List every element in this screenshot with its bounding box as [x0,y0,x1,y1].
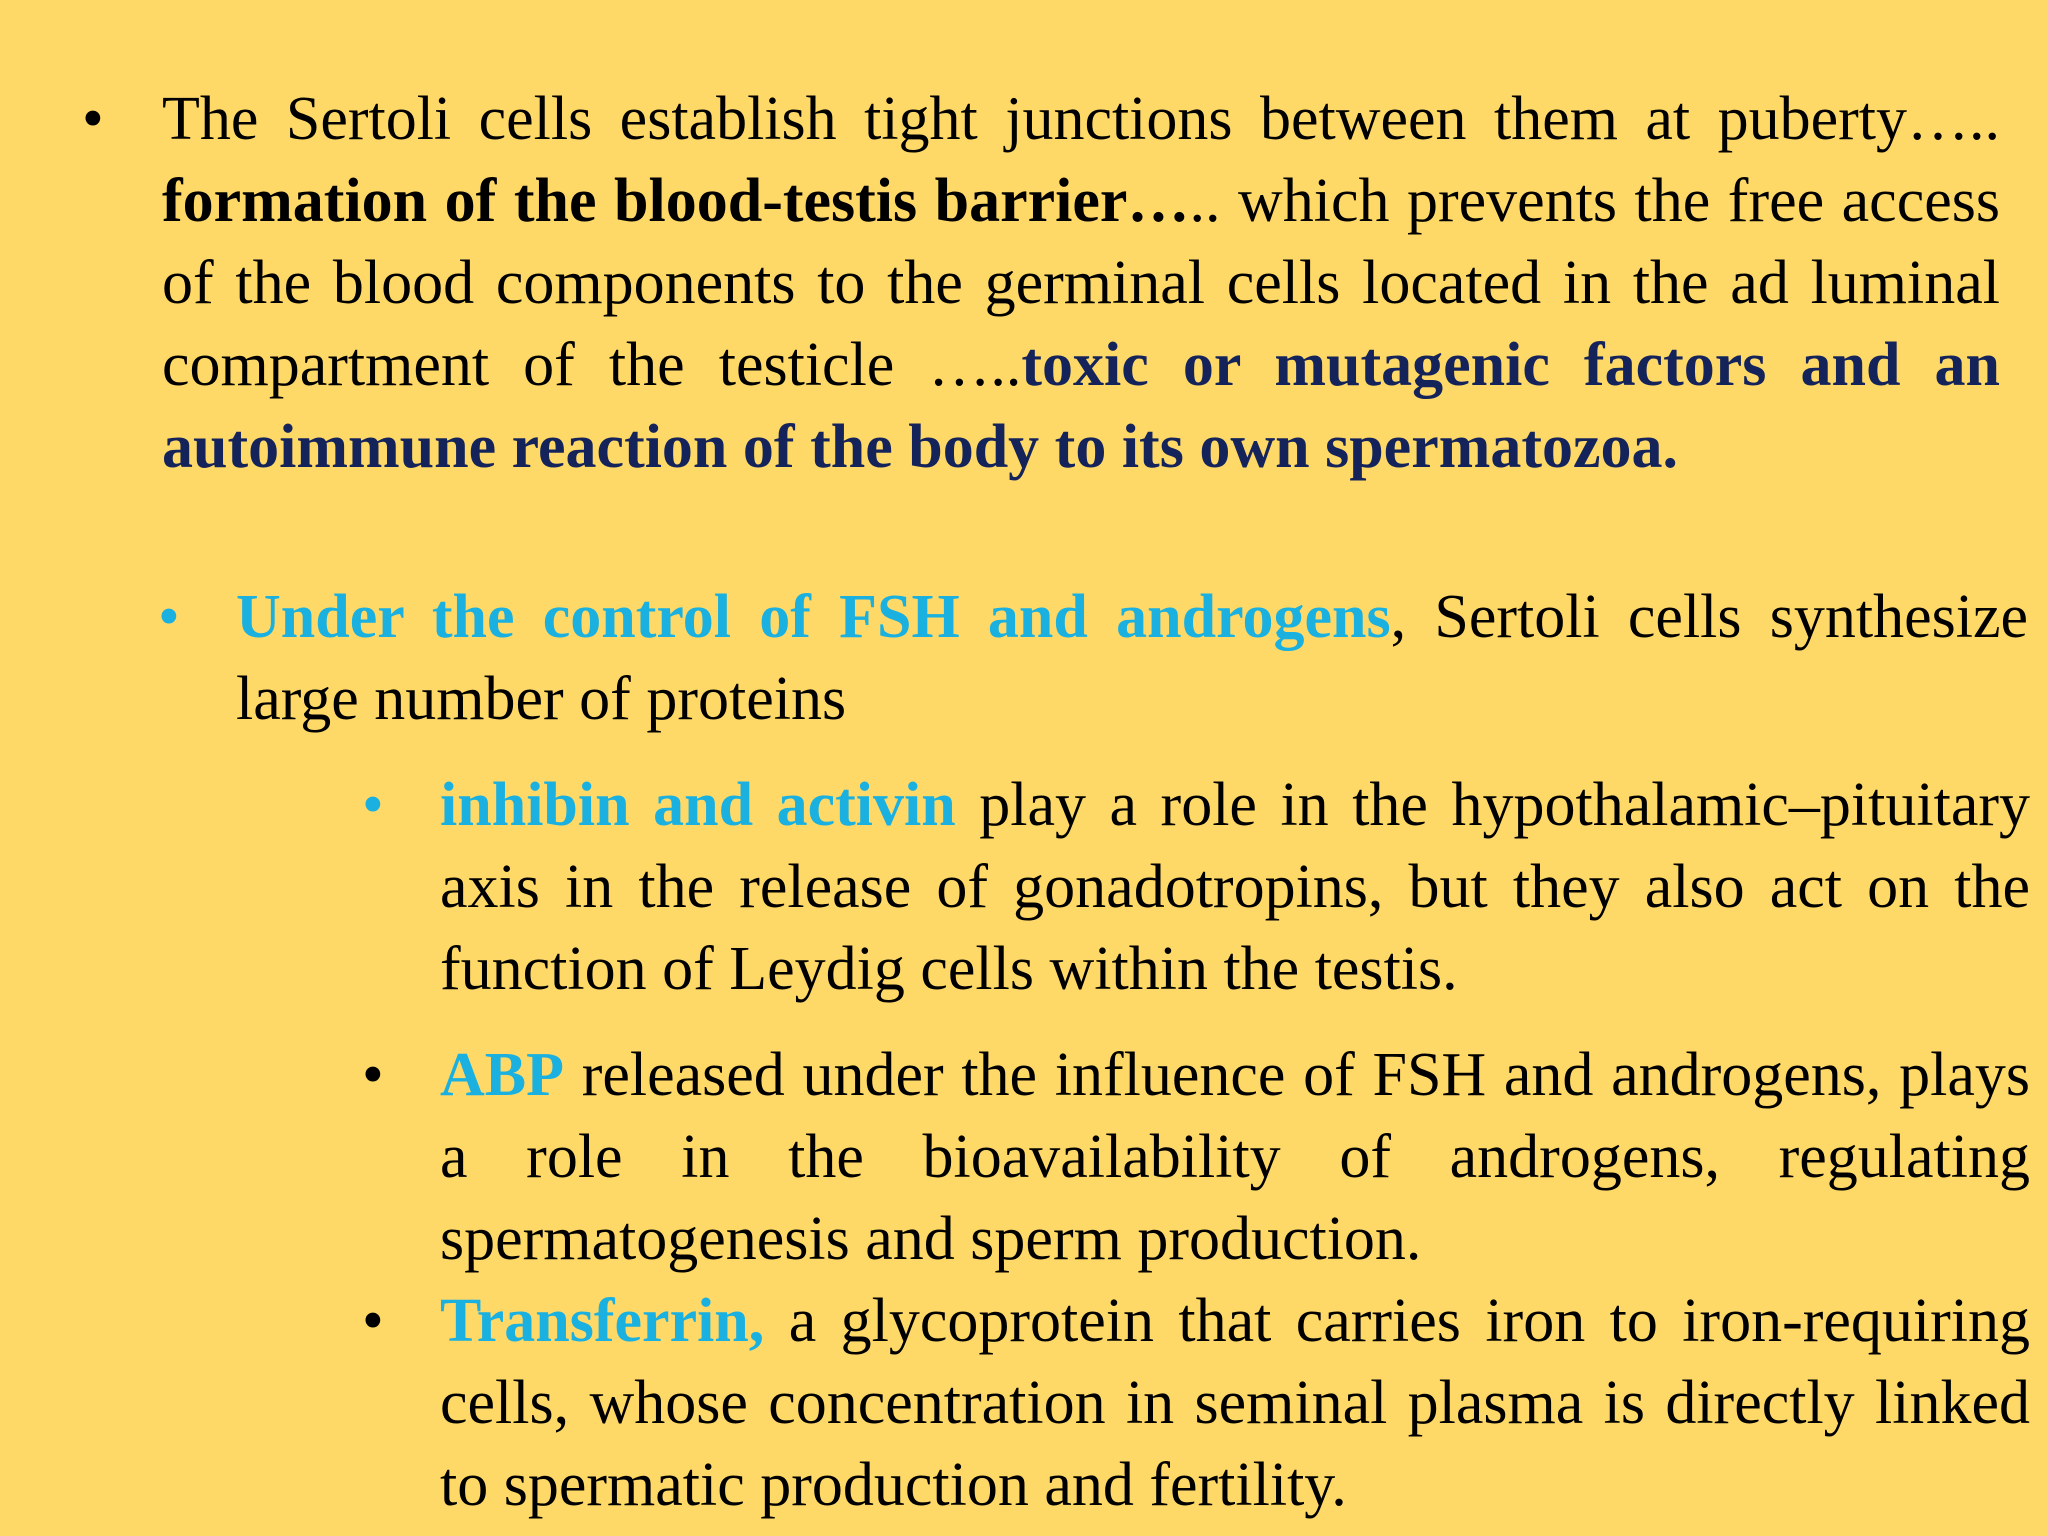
point-bold-phrase: formation of the blood-testis barrier… [162,167,1190,235]
bullet-icon: • [362,771,384,839]
bullet-icon: • [362,1287,384,1355]
bullet-icon: • [362,1041,384,1109]
point-text: .. which prevents the free access of the blood components to the germinal cells located in the ad luminal compartment of the testicle ….. [162,167,2000,399]
point-highlight: Under the control of FSH and androgens [236,583,1391,651]
subpoint-text: released under the influence of FSH and androgens, plays a role in the bioavailability of androgens, regulating spermatogenesis and sperm production. [440,1041,2030,1273]
point-protein-synthesis [236,576,2028,740]
subpoint-abp [440,1034,2030,1280]
bullet-icon: • [82,85,104,153]
subpoint-text: play a role in the hypothalamic–pituitary axis in the release of gonadotropins, but they also act on the function of Leydig cells within the testis. [440,771,2030,1003]
subpoint-highlight: ABP [440,1041,564,1109]
bullet-icon: • [158,583,180,651]
subpoint-transferrin [440,1280,2030,1526]
subpoint-highlight: inhibin and activin [440,771,956,839]
point-highlight: toxic or mutagenic factors and an autoimmune reaction of the body to its own spermatozoa. [162,331,2000,481]
subpoint-highlight: Transferrin, [440,1287,765,1355]
subpoint-inhibin-activin [440,764,2030,1010]
subpoint-text: a glycoprotein that carries iron to iron-requiring cells, whose concentration in seminal plasma is directly linked to spermatic production and fertility. [440,1287,2030,1519]
point-blood-testis-barrier [162,78,2000,488]
point-text: The Sertoli cells establish tight junctions between them at puberty….. [162,85,2000,153]
point-text: , Sertoli cells synthesize large number of proteins [236,583,2029,733]
